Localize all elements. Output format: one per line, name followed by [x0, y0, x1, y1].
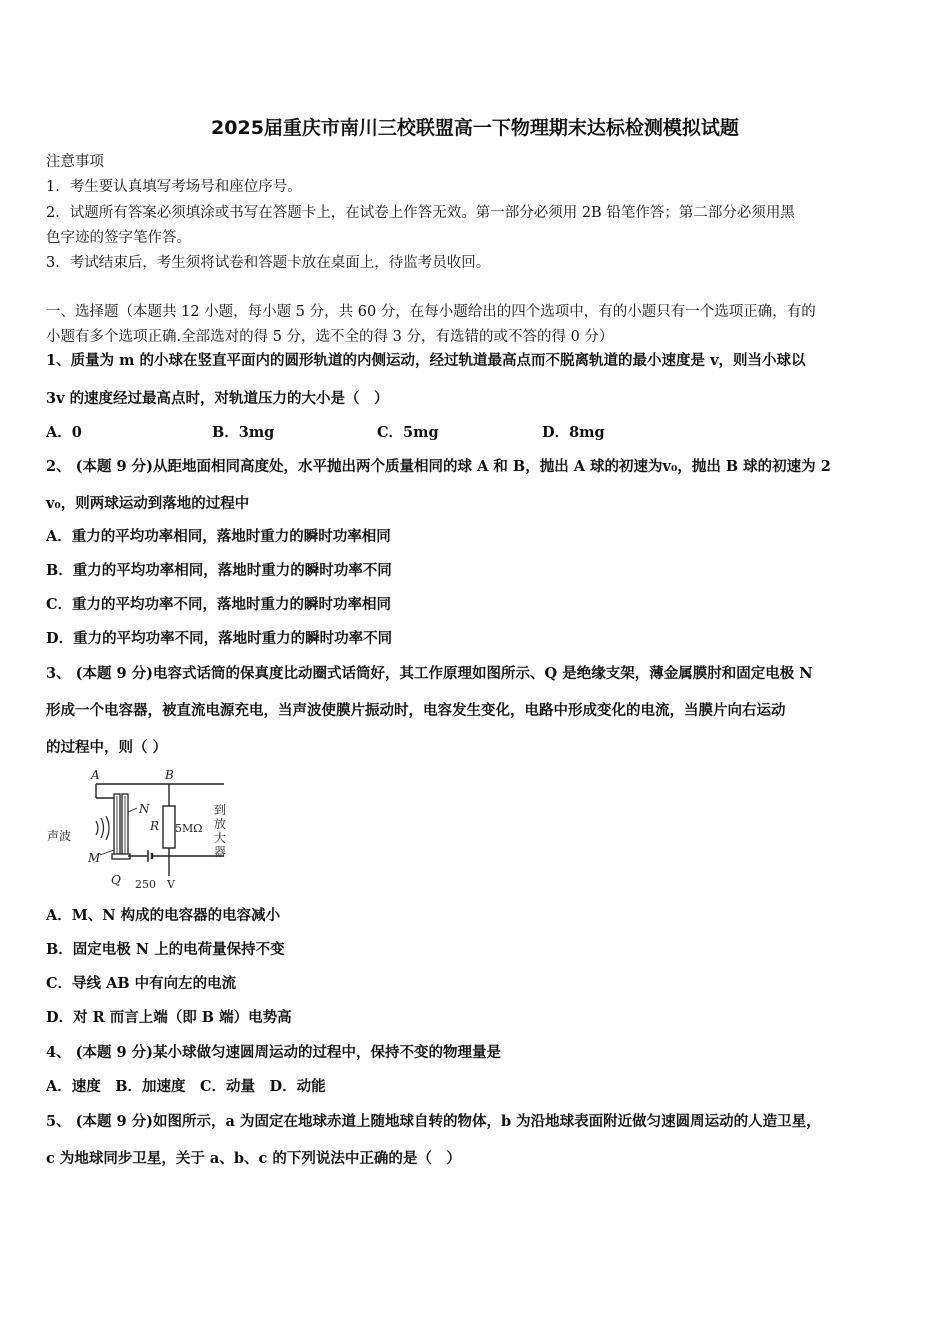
question-2-stem: 2、 (本题 9 分)从距地面相同高度处，水平抛出两个质量相同的球 A 和 B，抛出 A 球的初速为v₀，抛出 B 球的初速为 2 [46, 458, 831, 475]
notice-item: 3．考试结束后，考生须将试卷和答题卡放在桌面上，待监考员收回。 [46, 255, 491, 271]
q1-option-d: D．8mg [542, 424, 605, 441]
voltage-label: 250 V [135, 878, 175, 891]
q3-option-d: D．对 R 而言上端（即 B 端）电势高 [46, 1009, 292, 1026]
q3-option-c: C．导线 AB 中有向左的电流 [46, 975, 237, 992]
question-1-stem: 3v 的速度经过最高点时，对轨道压力的大小是（ ） [46, 390, 389, 407]
q2-option-b: B．重力的平均功率相同，落地时重力的瞬时功率不同 [46, 562, 392, 579]
section-intro: 一、选择题（本题共 12 小题，每小题 5 分，共 60 分，在每小题给出的四个选项中，有的小题只有一个选项正确，有的 [46, 304, 816, 320]
notice-heading: 注意事项 [46, 154, 104, 170]
resistor-value: 5MΩ [175, 822, 203, 835]
q1-option-a: A．0 [46, 424, 82, 441]
notice-item: 2．试题所有答案必须填涂或书写在答题卡上，在试卷上作答无效。第一部分必须用 2B 铅笔作答；第二部分必须用黑 [46, 205, 795, 221]
output-label-2: 放 [214, 817, 227, 831]
question-4-stem: 4、 (本题 9 分)某小球做匀速圆周运动的过程中，保持不变的物理量是 [46, 1044, 502, 1061]
question-3-stem: 形成一个电容器，被直流电源充电，当声波使膜片振动时，电容发生变化，电路中形成变化的电流，当膜片向右运动 [46, 702, 786, 719]
question-5-stem: c 为地球同步卫星，关于 a、b、c 的下列说法中正确的是（ ） [46, 1150, 461, 1167]
q3-option-a: A．M、N 构成的电容器的电容减小 [46, 907, 281, 924]
label-a: A [91, 768, 100, 782]
q2-option-c: C．重力的平均功率不同，落地时重力的瞬时功率相同 [46, 596, 392, 613]
page-title: 2025届重庆市南川三校联盟高一下物理期末达标检测模拟试题 [211, 117, 739, 139]
label-n: N [139, 802, 150, 816]
q1-option-b: B．3mg [212, 424, 275, 441]
label-b: B [165, 768, 174, 782]
question-2-stem: v₀，则两球运动到落地的过程中 [46, 495, 250, 512]
q1-option-c: C．5mg [377, 424, 439, 441]
q3-option-b: B．固定电极 N 上的电荷量保持不变 [46, 941, 285, 958]
question-1-stem: 1、质量为 m 的小球在竖直平面内的圆形轨道的内侧运动，经过轨道最高点而不脱离轨道的最小速度是 v，则当小球以 [46, 352, 806, 369]
notice-item: 色字迹的签字笔作答。 [46, 230, 191, 246]
question-3-stem: 的过程中，则（ ） [46, 739, 168, 756]
output-label-1: 到 [214, 803, 227, 817]
output-label-3: 大 [214, 831, 227, 845]
question-5-stem: 5、 (本题 9 分)如图所示，a 为固定在地球赤道上随地球自转的物体，b 为沿地球表面附近做匀速圆周运动的人造卫星， [46, 1113, 821, 1130]
microphone-circuit-diagram [44, 766, 234, 896]
label-m: M [88, 851, 101, 865]
question-3-stem: 3、 (本题 9 分)电容式话筒的保真度比动圈式话筒好，其工作原理如图所示、Q 是绝缘支架，薄金属膜肘和固定电极 N [46, 665, 813, 682]
section-intro: 小题有多个选项正确.全部选对的得 5 分，选不全的得 3 分，有选错的或不答的得 0 分） [46, 329, 614, 345]
q2-option-d: D．重力的平均功率不同，落地时重力的瞬时功率不同 [46, 630, 393, 647]
q2-option-a: A．重力的平均功率相同，落地时重力的瞬时功率相同 [46, 528, 391, 545]
q4-options: A．速度 B．加速度 C．动量 D．动能 [46, 1078, 326, 1095]
label-r: R [150, 819, 160, 833]
output-label-4: 器 [214, 845, 227, 859]
label-q: Q [111, 873, 121, 887]
sound-wave-label: 声波 [47, 829, 72, 843]
notice-item: 1．考生要认真填写考场号和座位序号。 [46, 179, 302, 195]
